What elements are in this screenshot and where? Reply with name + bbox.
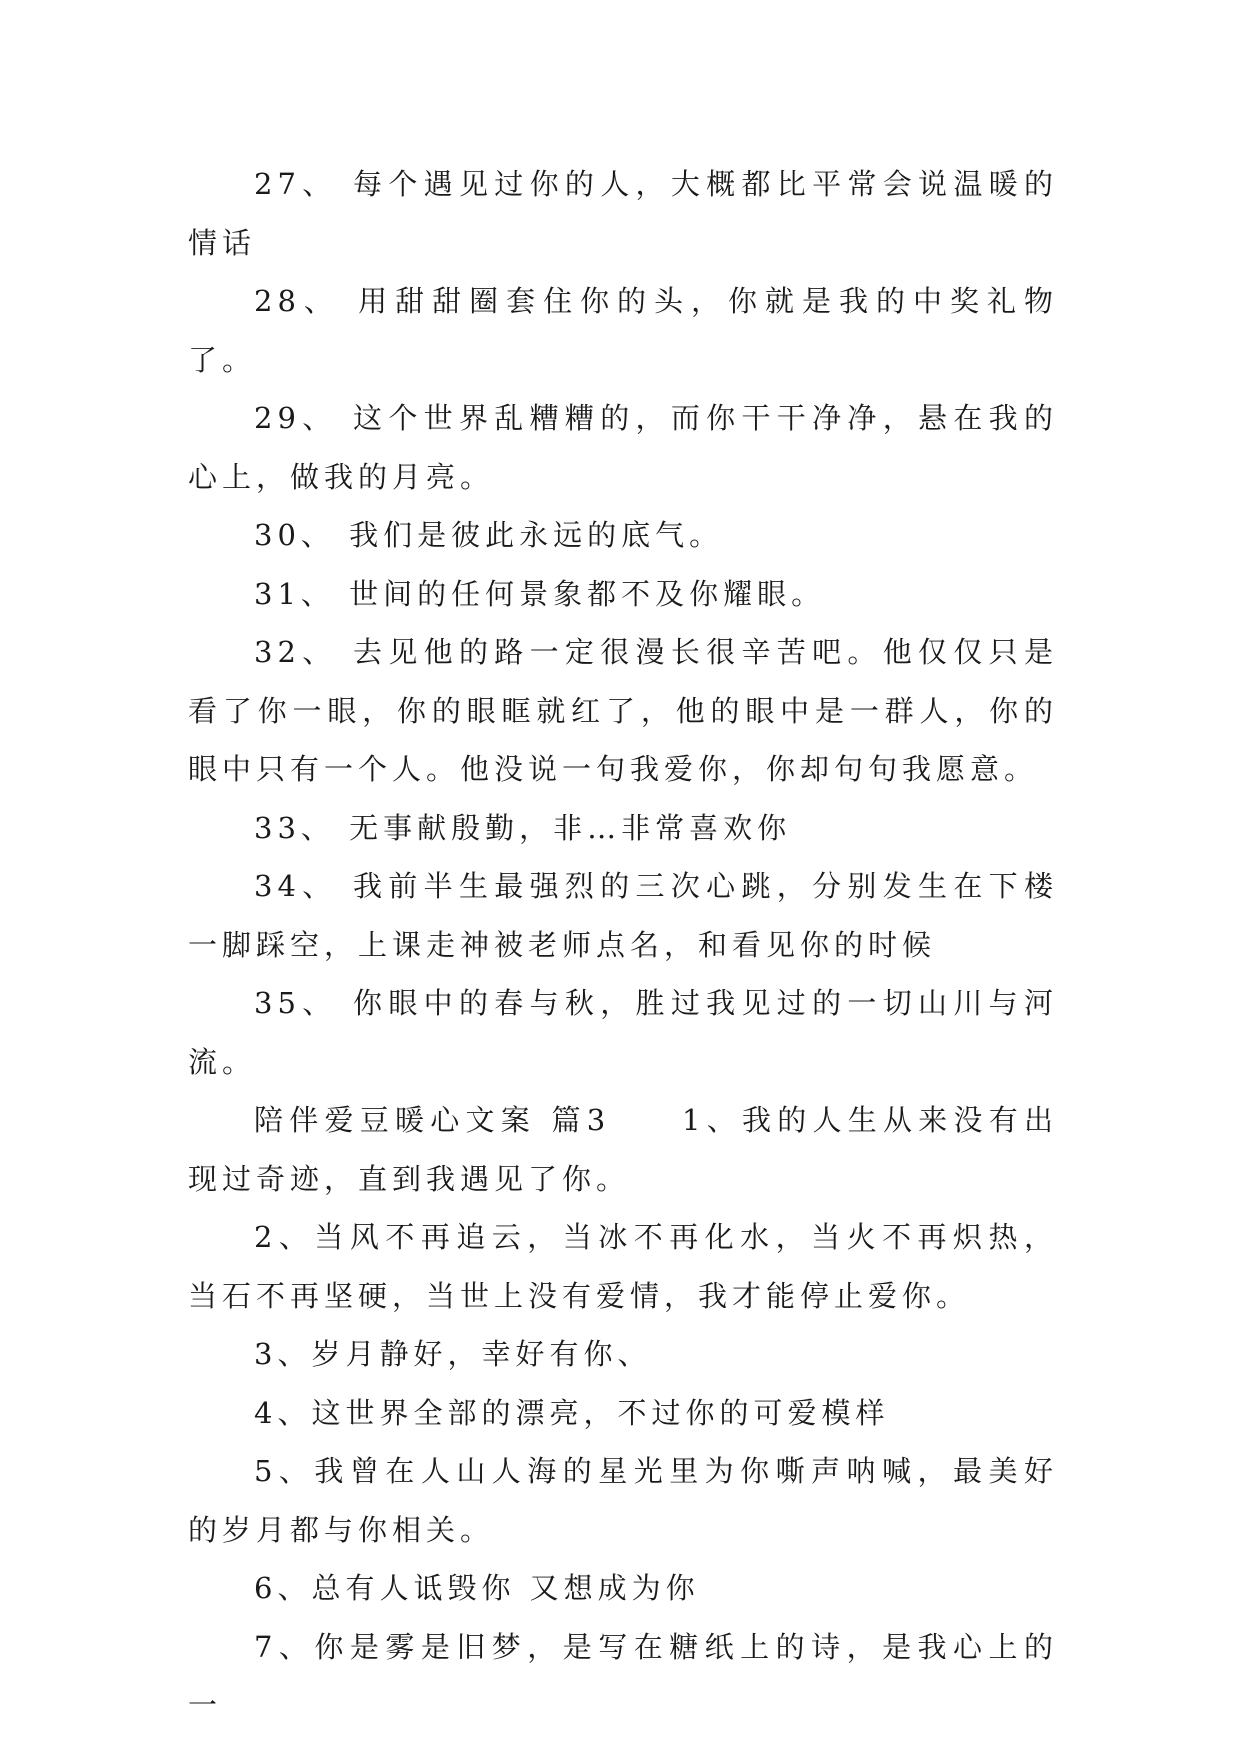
paragraph-33: 33、 无事献殷勤，非…非常喜欢你 (254, 810, 792, 845)
paragraph-30: 30、 我们是彼此永远的底气。 (254, 518, 724, 552)
paragraph-s3-6: 6、总有人诋毁你 又想成为你 (254, 1571, 700, 1605)
paragraph-s3-5: 5、我曾在人山人海的星光里为你嘶声呐喊，最美好的岁月都与你相关。 (188, 1454, 1058, 1547)
paragraph-s3-4: 4、这世界全部的漂亮，不过你的可爱模样 (254, 1395, 890, 1430)
paragraph-34: 34、 我前半生最强烈的三次心跳，分别发生在下楼一脚踩空，上课走神被老师点名，和看见你的时候 (188, 869, 1058, 962)
paragraph-29: 29、 这个世界乱糟糟的，而你干干净净，悬在我的心上，做我的月亮。 (188, 401, 1058, 494)
paragraph-27: 27、 每个遇见过你的人，大概都比平常会说温暖的情话 (188, 167, 1058, 260)
paragraph-35: 35、 你眼中的春与秋，胜过我见过的一切山川与河流。 (188, 986, 1058, 1079)
paragraph-s3-7: 7、你是雾是旧梦，是写在糖纸上的诗，是我心上的一 (188, 1629, 1058, 1722)
paragraph-32: 32、 去见他的路一定很漫长很辛苦吧。他仅仅只是看了你一眼，你的眼眶就红了，他的眼中是一群人，你的眼中只有一个人。他没说一句我爱你，你却句句我愿意。 (188, 635, 1058, 786)
paragraph-28: 28、 用甜甜圈套住你的头，你就是我的中奖礼物了。 (188, 284, 1058, 377)
paragraph-31: 31、 世间的任何景象都不及你耀眼。 (254, 576, 826, 611)
paragraph-s3-2: 2、当风不再追云，当冰不再化水，当火不再炽热，当石不再坚硬，当世上没有爱情，我才能停止爱你。 (188, 1220, 1058, 1313)
document-body (188, 155, 1058, 1735)
section-heading-paragraph: 陪伴爱豆暖心文案 篇3 1、我的人生从来没有出现过奇迹，直到我遇见了你。 (188, 1103, 1058, 1196)
paragraph-s3-3: 3、岁月静好，幸好有你、 (254, 1337, 652, 1371)
